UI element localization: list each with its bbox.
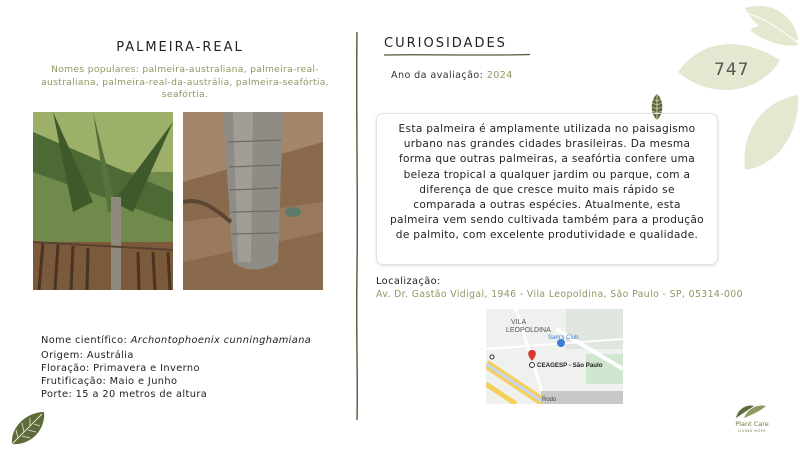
column-divider [355,32,359,420]
palm-trunk-photo [183,112,323,290]
map-place: CEAGESP - São Paulo [537,362,603,369]
map-district-2: LEOPOLDINA [506,327,551,334]
plant-size: Porte: 15 a 20 metros de altura [41,389,208,400]
logo-line1: Plant Care [735,420,769,428]
palm-canopy-photo [33,112,173,290]
title-underline [384,53,530,57]
plant-title: PALMEIRA-REAL [116,40,244,55]
location-address: Av. Dr. Gastão Vidigal, 1946 - Vila Leopoldina, São Paulo - SP, 05314-000 [376,289,743,300]
plant-care-logo-icon [734,402,768,420]
location-label: Localização: [376,276,441,287]
map-road: Rodo [542,397,557,403]
flowering: Floração: Primavera e Inverno [41,363,200,374]
year-label: Ano da avaliação: [391,70,484,81]
logo-line2: LIVING HOPE [737,429,767,433]
origin: Origem: Austrália [41,350,134,361]
map-district-1: VILA [511,319,527,326]
plant-care-logo-text [724,421,780,435]
year-value: 2024 [486,70,513,81]
scientific-name-row [41,335,311,346]
map-store: Sam's Club [548,335,579,341]
fruiting: Frutificação: Maio e Junho [41,376,178,387]
location-map [486,309,623,404]
scientific-name: Archontophoenix cunninghamiana [130,335,312,346]
evaluation-year [391,70,513,81]
curiosities-title: CURIOSIDADES [384,36,507,51]
badge-number: 747 [714,60,750,80]
decorative-leaf-icon [8,408,48,448]
popular-names: Nomes populares: palmeira-australiana, palmeira-real-australiana, palmeira-real-da-austrália, palmeira-seafórtia, seafórtia. [41,64,329,100]
scientific-label: Nome científico: [41,335,128,346]
curiosities-text: Esta palmeira é amplamente utilizada no paisagismo urbano nas grandes cidades brasileiras. Da mesma forma que outras palmeiras, a seafórtia confere uma beleza tropical a qualquer jardim ou parque, com a diferença de que cresce muito mais rápido se comparada a outras espécies. Atualmente, esta palmeira vem sendo cultivada também para a produção de palmito, com excelente produtividade e qualidade. [376,113,718,265]
